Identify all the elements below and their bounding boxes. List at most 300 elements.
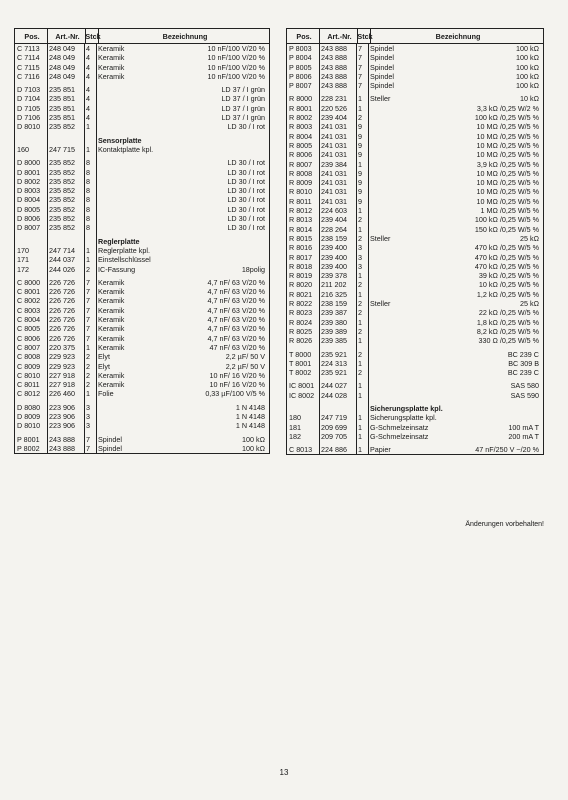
- cell-bez: [96, 255, 269, 264]
- cell-desc: Keramik: [98, 296, 125, 306]
- table-row: [287, 368, 543, 377]
- section-title: Sicherungsplatte kpl.: [370, 403, 443, 413]
- cell-art: 243 888: [321, 62, 347, 72]
- cell-stk: 2: [358, 280, 362, 290]
- cell-pos: 181: [289, 422, 301, 432]
- cell-pos: R 8002: [289, 113, 313, 123]
- cell-pos: C 8012: [17, 389, 41, 399]
- cell-value: LD 30 / I rot: [227, 204, 265, 214]
- cell-value: 10 MΩ /0,25 W/5 %: [476, 122, 539, 132]
- table-row: [287, 336, 543, 345]
- cell-stk: 9: [358, 168, 362, 178]
- table-row: [287, 445, 543, 454]
- cell-pos: R 8018: [289, 261, 313, 271]
- cell-bez: [96, 94, 269, 103]
- cell-bez: [368, 215, 543, 224]
- cell-stk: 2: [358, 233, 362, 243]
- cell-stk: 9: [358, 122, 362, 132]
- cell-art: 227 918: [49, 370, 75, 380]
- cell-bez: [96, 324, 269, 333]
- cell-value: 10 MΩ /0,25 W/5 %: [476, 131, 539, 141]
- cell-bez: [96, 72, 269, 81]
- cell-value: 10 nF/100 V/20 %: [207, 62, 265, 72]
- cell-pos: R 8017: [289, 252, 313, 262]
- cell-pos: R 8004: [289, 131, 313, 141]
- cell-pos: R 8014: [289, 224, 313, 234]
- cell-pos: C 8009: [17, 361, 41, 371]
- cell-stk: 7: [358, 53, 362, 63]
- cell-desc: Steller: [370, 233, 391, 243]
- cell-stk: 1: [358, 422, 362, 432]
- cell-art: 239 400: [321, 243, 347, 253]
- cell-value: LD 30 / I rot: [227, 122, 265, 132]
- column-divider: [368, 44, 369, 454]
- cell-stk: 3: [358, 243, 362, 253]
- cell-value: 470 kΩ /0,25 W/5 %: [474, 252, 539, 262]
- table-row: [15, 168, 269, 177]
- cell-stk: 7: [358, 44, 362, 53]
- table-row: [287, 271, 543, 280]
- cell-stk: 7: [86, 277, 90, 287]
- cell-stk: 1: [358, 431, 362, 441]
- cell-stk: 1: [86, 342, 90, 352]
- cell-pos: C 7116: [17, 71, 40, 81]
- cell-desc: Einstellschlüssel: [98, 255, 151, 265]
- cell-pos: 180: [289, 413, 301, 423]
- cell-desc: Keramik: [98, 333, 125, 343]
- cell-stk: 7: [86, 305, 90, 315]
- cell-art: 241 031: [321, 178, 347, 188]
- cell-stk: 1: [358, 224, 362, 234]
- cell-art: 239 400: [321, 252, 347, 262]
- cell-desc: Keramik: [98, 287, 125, 297]
- section-heading: [287, 404, 543, 413]
- cell-stk: 2: [86, 380, 90, 390]
- cell-pos: R 8013: [289, 215, 313, 225]
- cell-art: 209 705: [321, 431, 347, 441]
- table-row: [15, 421, 269, 430]
- cell-stk: 3: [86, 421, 90, 431]
- cell-art: 227 918: [49, 380, 75, 390]
- cell-bez: [368, 308, 543, 317]
- cell-value: 4,7 nF/ 63 V/20 %: [207, 315, 265, 325]
- cell-art: 243 888: [321, 71, 347, 81]
- table-row: [15, 389, 269, 398]
- cell-art: 216 325: [321, 289, 347, 299]
- cell-value: 200 mA T: [508, 431, 539, 441]
- cell-art: 241 031: [321, 150, 347, 160]
- cell-value: LD 37 / I grün: [221, 85, 265, 95]
- cell-pos: T 8002: [289, 368, 312, 378]
- cell-stk: 1: [358, 445, 362, 455]
- cell-pos: R 8001: [289, 103, 313, 113]
- cell-desc: Keramik: [98, 53, 125, 63]
- table-row: [15, 113, 269, 122]
- cell-stk: 7: [86, 315, 90, 325]
- cell-pos: R 8020: [289, 280, 313, 290]
- table-row: [287, 290, 543, 299]
- table-row: [15, 223, 269, 232]
- table-row: [15, 324, 269, 333]
- cell-stk: 4: [86, 44, 90, 53]
- cell-pos: R 8007: [289, 159, 313, 169]
- cell-bez: [368, 94, 543, 103]
- cell-bez: [96, 145, 269, 154]
- table-row: [287, 72, 543, 81]
- cell-value: LD 30 / I rot: [227, 195, 265, 205]
- cell-stk: 1: [358, 317, 362, 327]
- cell-value: 47 nF/250 V ~/20 %: [475, 445, 539, 455]
- cell-pos: R 8015: [289, 233, 313, 243]
- table-row: [287, 104, 543, 113]
- table-row: [15, 412, 269, 421]
- cell-art: 241 031: [321, 140, 347, 150]
- cell-stk: 9: [358, 187, 362, 197]
- column-divider: [47, 44, 48, 453]
- cell-pos: D 8001: [17, 167, 41, 177]
- cell-stk: 7: [86, 324, 90, 334]
- cell-pos: D 8010: [17, 122, 41, 132]
- cell-value: 10 MΩ /0,25 W/5 %: [476, 187, 539, 197]
- cell-value: SAS 580: [510, 381, 539, 391]
- table-row: [287, 280, 543, 289]
- cell-art: 248 049: [49, 62, 75, 72]
- cell-art: 244 027: [321, 381, 347, 391]
- cell-pos: D 8000: [17, 158, 41, 168]
- cell-desc: Folie: [98, 389, 114, 399]
- cell-desc: Reglerplatte kpl.: [98, 245, 150, 255]
- cell-value: 150 kΩ /0,25 W/5 %: [474, 224, 539, 234]
- table-header: [14, 28, 270, 44]
- cell-stk: 1: [86, 122, 90, 132]
- cell-value: 10 kΩ /0,25 W/5 %: [478, 280, 539, 290]
- parts-table-right: [286, 28, 544, 455]
- cell-bez: [96, 287, 269, 296]
- table-row: [287, 391, 543, 400]
- cell-bez: [96, 113, 269, 122]
- cell-stk: 2: [358, 308, 362, 318]
- table-row: [287, 423, 543, 432]
- cell-value: 1 MΩ /0,25 W/5 %: [480, 206, 539, 216]
- cell-pos: D 7104: [17, 94, 41, 104]
- cell-art: 224 886: [321, 445, 347, 455]
- cell-bez: [96, 389, 269, 398]
- cell-value: 10 nF/100 V/20 %: [207, 53, 265, 63]
- footer-note: Änderungen vorbehalten!: [465, 521, 544, 528]
- cell-value: 25 kΩ: [520, 299, 539, 309]
- cell-pos: R 8025: [289, 326, 313, 336]
- cell-stk: 9: [358, 131, 362, 141]
- cell-desc: Elyt: [98, 352, 110, 362]
- cell-pos: C 8008: [17, 352, 41, 362]
- cell-pos: R 8012: [289, 206, 313, 216]
- cell-art: 235 851: [49, 113, 75, 123]
- cell-stk: 4: [86, 103, 90, 113]
- cell-stk: 1: [86, 144, 90, 154]
- cell-desc: Elyt: [98, 361, 110, 371]
- section-heading: [15, 237, 269, 246]
- cell-art: 244 037: [49, 255, 75, 265]
- cell-pos: R 8021: [289, 289, 313, 299]
- cell-art: 235 852: [49, 195, 75, 205]
- cell-bez: [96, 104, 269, 113]
- cell-pos: C 8003: [17, 305, 41, 315]
- cell-art: 241 031: [321, 122, 347, 132]
- cell-bez: [96, 85, 269, 94]
- cell-desc: Spindel: [98, 434, 122, 444]
- table-row: [287, 225, 543, 234]
- cell-stk: 1: [86, 255, 90, 265]
- cell-stk: 1: [358, 413, 362, 423]
- table-row: [15, 265, 269, 274]
- table-row: [287, 253, 543, 262]
- cell-stk: 8: [86, 186, 90, 196]
- cell-art: 239 380: [321, 317, 347, 327]
- table-row: [15, 158, 269, 167]
- cell-value: 470 kΩ /0,25 W/5 %: [474, 261, 539, 271]
- cell-art: 248 049: [49, 71, 75, 81]
- cell-desc: Keramik: [98, 305, 125, 315]
- cell-art: 223 906: [49, 402, 75, 412]
- table-row: [287, 178, 543, 187]
- cell-pos: IC 8001: [289, 381, 315, 391]
- table-row: [287, 81, 543, 90]
- cell-bez: [368, 299, 543, 308]
- cell-pos: D 8007: [17, 223, 41, 233]
- cell-art: 226 726: [49, 324, 75, 334]
- cell-bez: [368, 318, 543, 327]
- cell-art: 226 726: [49, 305, 75, 315]
- cell-value: 100 kΩ: [516, 71, 539, 81]
- cell-bez: [368, 432, 543, 441]
- table-row: [287, 318, 543, 327]
- cell-stk: 2: [86, 361, 90, 371]
- table-row: [15, 195, 269, 204]
- cell-art: 243 888: [321, 81, 347, 91]
- cell-value: BC 309 B: [508, 358, 539, 368]
- cell-art: 239 404: [321, 215, 347, 225]
- cell-value: 100 kΩ /0,25 W/5 %: [474, 113, 539, 123]
- cell-pos: 171: [17, 255, 29, 265]
- cell-bez: [96, 44, 269, 53]
- cell-stk: 1: [358, 336, 362, 346]
- table-row: [15, 287, 269, 296]
- cell-art: 220 375: [49, 342, 75, 352]
- cell-pos: P 8003: [289, 44, 312, 53]
- cell-value: 8,2 kΩ /0,25 W/5 %: [476, 326, 539, 336]
- cell-stk: 2: [86, 370, 90, 380]
- cell-value: 4,7 nF/ 63 V/20 %: [207, 296, 265, 306]
- cell-art: 229 923: [49, 361, 75, 371]
- section-title: Reglerplatte: [98, 236, 140, 246]
- cell-value: 100 kΩ: [242, 434, 265, 444]
- cell-desc: Kontaktplatte kpl.: [98, 144, 154, 154]
- header-art: Art.-Nr.: [320, 29, 358, 43]
- cell-bez: [368, 178, 543, 187]
- cell-pos: R 8005: [289, 140, 313, 150]
- cell-art: 235 852: [49, 158, 75, 168]
- cell-pos: IC 8002: [289, 390, 315, 400]
- cell-bez: [96, 53, 269, 62]
- cell-art: 238 159: [321, 233, 347, 243]
- cell-bez: [96, 362, 269, 371]
- cell-bez: [96, 278, 269, 287]
- cell-value: LD 30 / I rot: [227, 167, 265, 177]
- table-row: [287, 299, 543, 308]
- cell-stk: 4: [86, 53, 90, 63]
- cell-art: 235 851: [49, 85, 75, 95]
- cell-desc: Keramik: [98, 62, 125, 72]
- cell-pos: C 8002: [17, 296, 41, 306]
- cell-value: 100 kΩ: [242, 443, 265, 453]
- cell-value: 10 MΩ /0,25 W/5 %: [476, 178, 539, 188]
- cell-stk: 1: [358, 206, 362, 216]
- table-row: [15, 44, 269, 53]
- cell-bez: [96, 205, 269, 214]
- cell-pos: D 8003: [17, 186, 41, 196]
- cell-desc: IC-Fassung: [98, 264, 136, 274]
- cell-bez: [368, 359, 543, 368]
- cell-art: 226 726: [49, 315, 75, 325]
- cell-bez: [96, 343, 269, 352]
- cell-art: 235 852: [49, 204, 75, 214]
- cell-value: 1 N 4148: [235, 411, 265, 421]
- cell-bez: [368, 253, 543, 262]
- cell-pos: C 8006: [17, 333, 41, 343]
- cell-bez: [96, 177, 269, 186]
- cell-art: 226 726: [49, 296, 75, 306]
- cell-stk: 2: [358, 326, 362, 336]
- cell-value: 330 Ω /0,25 W/5 %: [478, 336, 539, 346]
- table-row: [287, 141, 543, 150]
- cell-value: BC 239 C: [507, 349, 539, 359]
- cell-desc: Keramik: [98, 277, 125, 287]
- cell-value: LD 37 / I grün: [221, 103, 265, 113]
- cell-pos: D 8010: [17, 421, 41, 431]
- cell-stk: 1: [358, 94, 362, 104]
- table-row: [287, 381, 543, 390]
- cell-bez: [368, 53, 543, 62]
- cell-desc: Keramik: [98, 44, 125, 53]
- cell-desc: Steller: [370, 299, 391, 309]
- cell-bez: [368, 187, 543, 196]
- cell-desc: Keramik: [98, 370, 125, 380]
- table-row: [287, 359, 543, 368]
- cell-bez: [96, 246, 269, 255]
- table-body: [14, 44, 270, 454]
- cell-art: 235 851: [49, 103, 75, 113]
- cell-pos: P 8005: [289, 62, 312, 72]
- cell-art: 248 049: [49, 53, 75, 63]
- cell-art: 241 031: [321, 131, 347, 141]
- cell-stk: 2: [86, 352, 90, 362]
- cell-desc: G-Schmelzeinsatz: [370, 431, 429, 441]
- cell-value: 18polig: [241, 264, 265, 274]
- cell-desc: Spindel: [370, 62, 394, 72]
- cell-value: 100 kΩ: [516, 81, 539, 91]
- cell-desc: Spindel: [370, 53, 394, 63]
- cell-value: LD 30 / I rot: [227, 158, 265, 168]
- cell-pos: C 8005: [17, 324, 41, 334]
- table-body: [286, 44, 544, 455]
- cell-value: 4,7 nF/ 63 V/20 %: [207, 287, 265, 297]
- cell-art: 235 852: [49, 186, 75, 196]
- cell-pos: R 8008: [289, 168, 313, 178]
- table-row: [15, 444, 269, 453]
- cell-stk: 1: [358, 159, 362, 169]
- cell-pos: T 8001: [289, 358, 312, 368]
- cell-value: LD 37 / I grün: [221, 113, 265, 123]
- cell-art: 247 719: [321, 413, 347, 423]
- cell-desc: Spindel: [370, 71, 394, 81]
- cell-value: 10 nF/ 16 V/20 %: [209, 370, 265, 380]
- cell-value: 0,33 µF/100 V/5 %: [205, 389, 265, 399]
- cell-desc: Papier: [370, 445, 391, 455]
- cell-art: 223 906: [49, 421, 75, 431]
- table-row: [15, 104, 269, 113]
- cell-art: 235 852: [49, 122, 75, 132]
- cell-value: 10 MΩ /0,25 W/5 %: [476, 150, 539, 160]
- cell-bez: [368, 336, 543, 345]
- cell-bez: [96, 186, 269, 195]
- cell-art: 241 031: [321, 168, 347, 178]
- cell-value: 1 N 4148: [235, 421, 265, 431]
- cell-bez: [96, 158, 269, 167]
- table-row: [15, 334, 269, 343]
- table-row: [15, 371, 269, 380]
- cell-pos: R 8010: [289, 187, 313, 197]
- cell-pos: D 8005: [17, 204, 41, 214]
- cell-stk: 7: [358, 81, 362, 91]
- cell-pos: R 8006: [289, 150, 313, 160]
- cell-stk: 1: [358, 381, 362, 391]
- cell-value: LD 30 / I rot: [227, 186, 265, 196]
- cell-bez: [96, 214, 269, 223]
- header-stk: Stck: [358, 29, 371, 43]
- cell-stk: 8: [86, 223, 90, 233]
- cell-bez: [368, 104, 543, 113]
- cell-value: 1,8 kΩ /0,25 W/5 %: [476, 317, 539, 327]
- cell-art: 235 921: [321, 349, 347, 359]
- cell-pos: P 8004: [289, 53, 312, 63]
- cell-pos: C 7115: [17, 62, 40, 72]
- header-stk: Stck: [86, 29, 99, 43]
- cell-desc: Steller: [370, 94, 391, 104]
- cell-stk: 7: [358, 62, 362, 72]
- cell-bez: [368, 280, 543, 289]
- cell-art: 226 726: [49, 333, 75, 343]
- cell-stk: 1: [358, 103, 362, 113]
- cell-bez: [368, 391, 543, 400]
- cell-bez: [96, 315, 269, 324]
- cell-bez: [368, 368, 543, 377]
- section-heading: [15, 136, 269, 145]
- cell-pos: C 8013: [289, 445, 313, 455]
- cell-bez: [96, 444, 269, 453]
- cell-stk: 8: [86, 214, 90, 224]
- cell-pos: D 7105: [17, 103, 41, 113]
- cell-stk: 4: [86, 113, 90, 123]
- cell-stk: 9: [358, 196, 362, 206]
- cell-bez: [368, 423, 543, 432]
- table-row: [15, 435, 269, 444]
- cell-value: 4,7 nF/ 63 V/20 %: [207, 333, 265, 343]
- cell-value: LD 30 / I rot: [227, 214, 265, 224]
- cell-pos: C 8011: [17, 380, 40, 390]
- cell-bez: [368, 327, 543, 336]
- cell-stk: 2: [358, 113, 362, 123]
- cell-pos: P 8001: [17, 434, 40, 444]
